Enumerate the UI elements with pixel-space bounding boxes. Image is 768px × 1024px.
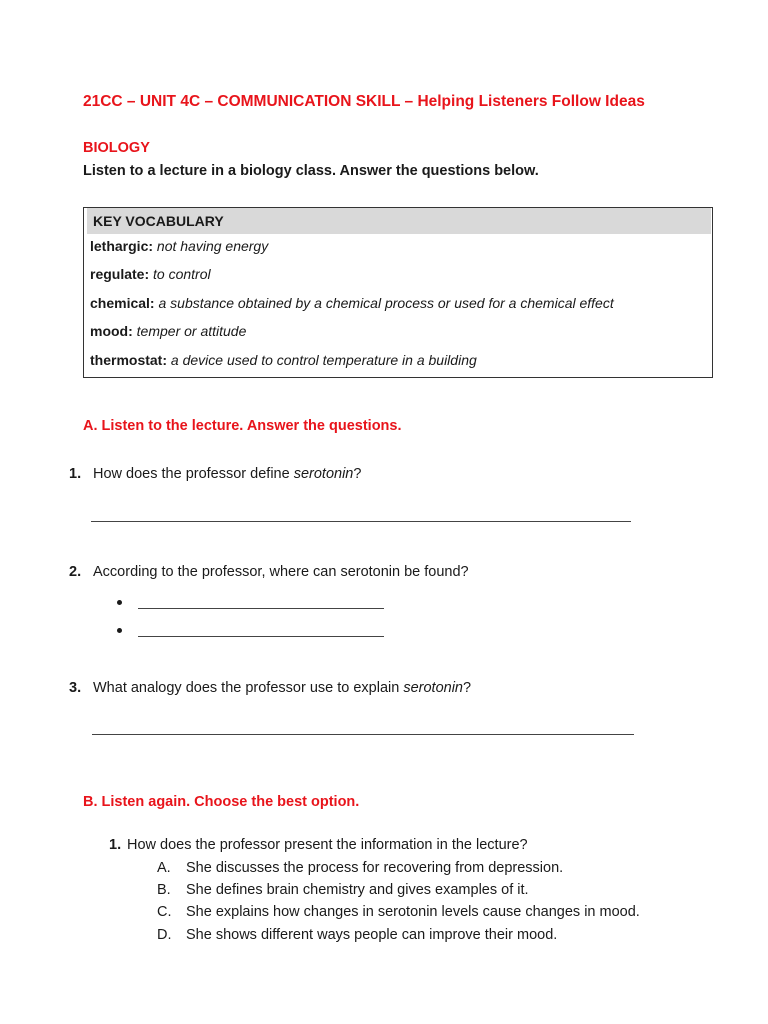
question-text-italic: serotonin [403, 680, 463, 696]
section-b-heading: B. Listen again. Choose the best option. [83, 794, 360, 810]
answer-line[interactable] [91, 521, 631, 522]
question-text: According to the professor, where can serotonin be found? [93, 564, 469, 580]
section-a-heading: A. Listen to the lecture. Answer the questions. [83, 418, 402, 434]
vocabulary-definition: a device used to control temperature in a building [170, 352, 477, 368]
vocabulary-definition: a substance obtained by a chemical process or used for a chemical effect [158, 295, 614, 311]
option-text[interactable]: She shows different ways people can improve their mood. [186, 927, 558, 943]
vocabulary-item [90, 266, 211, 282]
vocabulary-definition: temper or attitude [136, 323, 247, 339]
option-text[interactable]: She explains how changes in serotonin levels cause changes in mood. [186, 904, 640, 920]
vocabulary-item [90, 352, 477, 368]
option-text[interactable]: She discusses the process for recovering from depression. [186, 860, 564, 876]
option-letter[interactable]: C. [157, 904, 172, 920]
vocabulary-definition: not having energy [156, 238, 269, 254]
vocabulary-term: thermostat: [90, 352, 168, 368]
answer-line[interactable] [138, 636, 384, 637]
vocabulary-definition: to control [153, 266, 211, 282]
question-text-part: ? [353, 466, 362, 482]
question-number: 2. [69, 564, 82, 580]
vocabulary-item [90, 238, 268, 254]
page-title: 21CC – UNIT 4C – COMMUNICATION SKILL – Helping Listeners Follow Ideas [83, 93, 645, 110]
answer-line[interactable] [138, 608, 384, 609]
vocabulary-item [90, 295, 614, 311]
vocabulary-term: mood: [90, 323, 133, 339]
answer-line[interactable] [92, 734, 634, 735]
question-text: How does the professor present the information in the lecture? [127, 837, 528, 853]
bullet-icon [117, 628, 122, 633]
question-number: 1. [109, 837, 122, 853]
vocabulary-term: chemical: [90, 295, 155, 311]
option-letter[interactable]: A. [157, 860, 171, 876]
vocabulary-term: lethargic: [90, 238, 154, 254]
option-letter[interactable]: D. [157, 927, 172, 943]
question-text [93, 680, 471, 696]
question-number: 1. [69, 466, 82, 482]
vocabulary-term: regulate: [90, 266, 150, 282]
question-text-italic: serotonin [293, 466, 354, 482]
subject-heading: BIOLOGY [83, 140, 150, 156]
question-text [93, 466, 361, 482]
bullet-icon [117, 600, 122, 605]
question-text-part: ? [462, 680, 472, 696]
question-text-part: How does the professor define [93, 466, 294, 482]
question-number: 3. [69, 680, 82, 696]
instructions: Listen to a lecture in a biology class. Answer the questions below. [83, 163, 539, 179]
option-text[interactable]: She defines brain chemistry and gives examples of it. [186, 882, 529, 898]
option-letter[interactable]: B. [157, 882, 171, 898]
vocabulary-box [83, 207, 713, 378]
vocabulary-header [87, 208, 711, 234]
question-text-part: What analogy does the professor use to explain [93, 680, 404, 696]
vocabulary-heading: KEY VOCABULARY [93, 213, 224, 229]
vocabulary-item [90, 323, 246, 339]
